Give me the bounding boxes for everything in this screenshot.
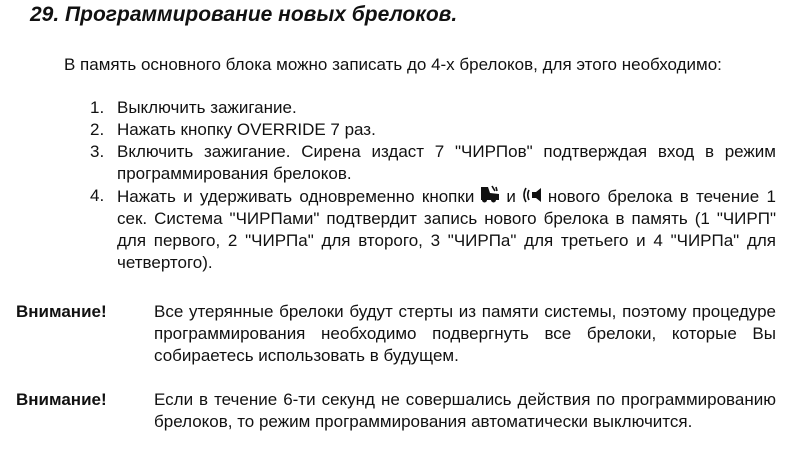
intro-paragraph: В память основного блока можно записать до 4-х брелоков, для этого необходимо: xyxy=(64,55,722,74)
step-number: 3. xyxy=(90,142,105,161)
step-text: Включить зажигание. Сирена издаст 7 "ЧИРПов" подтверждая вход в режим программирования брелоков. xyxy=(117,142,776,183)
page-title: 29. Программирование новых брелоков. xyxy=(30,3,458,26)
list-item xyxy=(90,141,776,185)
step-text: Выключить зажигание. xyxy=(117,98,297,117)
warning-note xyxy=(16,389,776,433)
list-item xyxy=(90,97,776,119)
step-text-and: и xyxy=(506,187,516,206)
step-text: Нажать кнопку OVERRIDE 7 раз. xyxy=(117,120,376,139)
car-horn-button-icon xyxy=(479,185,501,205)
list-item xyxy=(90,185,776,274)
step-text-before: Нажать и удерживать одновременно кнопки xyxy=(117,187,475,206)
list-item xyxy=(90,119,776,141)
step-number: 1. xyxy=(90,98,105,117)
warning-label: Внимание! xyxy=(16,302,107,321)
step-text xyxy=(117,185,776,274)
warning-text: Если в течение 6-ти секунд не совершались действия по программированию брелоков, то режим программирования автоматически выключится. xyxy=(154,390,776,431)
steps-list xyxy=(90,97,776,274)
warning-label: Внимание! xyxy=(16,390,107,409)
warning-note xyxy=(16,301,776,367)
step-text-after: нового брелока в течение 1 сек. Система "ЧИРПами" подтвердит запись нового брелока в память (1 "ЧИРП" для первого, 2 "ЧИРПа" для второго, 3 "ЧИРПа" для третьего и 4 "ЧИРПа" для четвертого). xyxy=(117,187,776,272)
siren-speaker-button-icon xyxy=(521,185,543,205)
step-number: 2. xyxy=(90,120,105,139)
step-number: 4. xyxy=(90,186,105,205)
warning-text: Все утерянные брелоки будут стерты из памяти системы, поэтому процедуре программирования необходимо подвергнуть все брелоки, которые Вы собираетесь использовать в будущем. xyxy=(154,302,776,365)
